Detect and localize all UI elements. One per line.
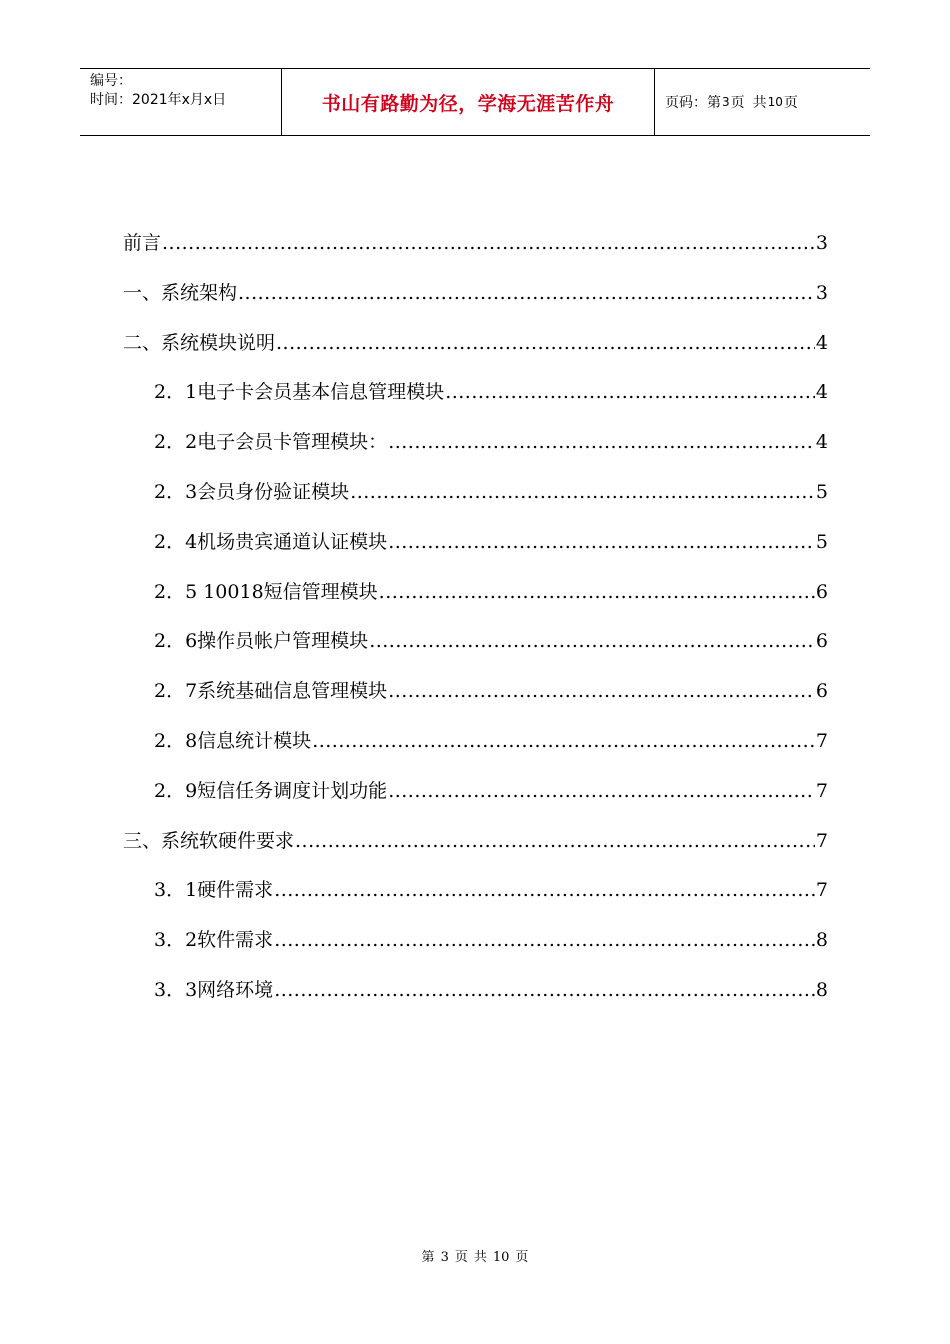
toc-entry[interactable] [154, 577, 828, 607]
toc-leader-dots [388, 676, 815, 706]
toc-entry-title: 3．3网络环境 [154, 979, 274, 1001]
toc-entry-page: 6 [815, 580, 828, 603]
toc-leader-dots [445, 377, 815, 407]
toc-entry[interactable] [123, 328, 828, 358]
header-page-suffix: 页 [783, 95, 798, 111]
toc-leader-dots [350, 477, 815, 507]
toc-entry-title: 前言 [123, 232, 162, 254]
toc-entry-title: 2．7系统基础信息管理模块 [154, 680, 388, 703]
toc-entry[interactable] [154, 726, 828, 756]
toc-entry-page: 3 [815, 281, 828, 304]
header-time-label: 时间：2021年x月x日 [90, 92, 227, 108]
header-page-cell [655, 69, 870, 135]
toc-entry-page: 8 [815, 929, 828, 952]
header-info-cell [80, 69, 282, 135]
toc-leader-dots [388, 776, 815, 806]
toc-entry-title: 2．5 10018短信管理模块 [154, 580, 378, 603]
toc-leader-dots [312, 726, 815, 756]
toc-entry-page: 8 [815, 979, 828, 1001]
toc-leader-dots [274, 875, 815, 905]
toc-entry[interactable] [154, 477, 828, 507]
toc-entry[interactable] [123, 278, 828, 308]
toc-entry-page: 4 [815, 431, 828, 454]
toc-entry-title: 一、系统架构 [123, 281, 238, 304]
toc-entry-page: 5 [815, 481, 828, 503]
toc-entry[interactable] [123, 228, 828, 258]
toc-leader-dots [388, 527, 815, 557]
footer-total-prefix: 共 [473, 1250, 487, 1265]
header-page-mid: 页 [730, 95, 745, 111]
toc-entry[interactable] [154, 925, 828, 955]
toc-entry-page: 7 [815, 779, 828, 802]
toc-entry-title: 2．3会员身份验证模块 [154, 481, 350, 503]
footer-current: 3 [440, 1250, 449, 1265]
toc-entry-page: 7 [815, 879, 828, 902]
toc-leader-dots [274, 925, 815, 955]
toc-entry-page: 6 [815, 680, 828, 703]
footer-total: 10 [492, 1250, 510, 1265]
toc-entry-title: 2．1电子卡会员基本信息管理模块 [154, 381, 445, 404]
toc-leader-dots [388, 427, 815, 457]
page-header [80, 68, 870, 136]
toc-entry-page: 7 [815, 730, 828, 752]
toc-entry[interactable] [154, 676, 828, 706]
toc-entry-page: 5 [815, 530, 828, 553]
toc-entry-page: 6 [815, 630, 828, 653]
toc-leader-dots [238, 278, 815, 308]
toc-entry-title: 2．8信息统计模块 [154, 730, 312, 752]
toc-entry-title: 2．2电子会员卡管理模块： [154, 431, 388, 454]
header-page-prefix: 页码：第 [665, 95, 721, 111]
header-motto-cell [282, 69, 655, 135]
toc-entry-title: 2．9短信任务调度计划功能 [154, 779, 388, 802]
toc-entry-page: 4 [815, 381, 828, 404]
footer-prefix: 第 [421, 1250, 435, 1265]
header-page-total: 10 [767, 95, 783, 109]
header-page-current: 3 [722, 95, 730, 109]
toc-entry-title: 2．4机场贵宾通道认证模块 [154, 530, 388, 553]
toc-leader-dots [162, 228, 815, 258]
toc-entry[interactable] [154, 776, 828, 806]
toc-leader-dots [379, 577, 815, 607]
toc-entry[interactable] [154, 427, 828, 457]
toc-entry-title: 2．6操作员帐户管理模块 [154, 630, 369, 653]
toc-entry-title: 三、系统软硬件要求 [123, 829, 295, 852]
toc-entry[interactable] [154, 377, 828, 407]
toc-entry[interactable] [154, 975, 828, 1005]
toc-leader-dots [295, 826, 815, 856]
toc-entry-page: 4 [815, 331, 828, 354]
header-page-total-prefix: 共 [752, 95, 767, 111]
footer-suffix: 页 [515, 1250, 529, 1265]
header-number-label: 编号： [90, 73, 132, 89]
header-motto: 书山有路勤为径，学海无涯苦作舟 [321, 92, 615, 115]
toc-entry[interactable] [154, 626, 828, 656]
toc-entry-page: 3 [815, 232, 828, 254]
toc-entry-page: 7 [815, 829, 828, 852]
toc-entry[interactable] [154, 875, 828, 905]
toc-leader-dots [274, 975, 815, 1005]
toc-leader-dots [369, 626, 815, 656]
toc-leader-dots [276, 328, 815, 358]
toc-entry-title: 3．1硬件需求 [154, 879, 274, 902]
toc-entry[interactable] [123, 826, 828, 856]
footer-mid: 页 [454, 1250, 468, 1265]
toc-entry-title: 二、系统模块说明 [123, 331, 276, 354]
page-footer [0, 1246, 950, 1265]
toc-entry[interactable] [154, 527, 828, 557]
toc-entry-title: 3．2软件需求 [154, 929, 274, 952]
